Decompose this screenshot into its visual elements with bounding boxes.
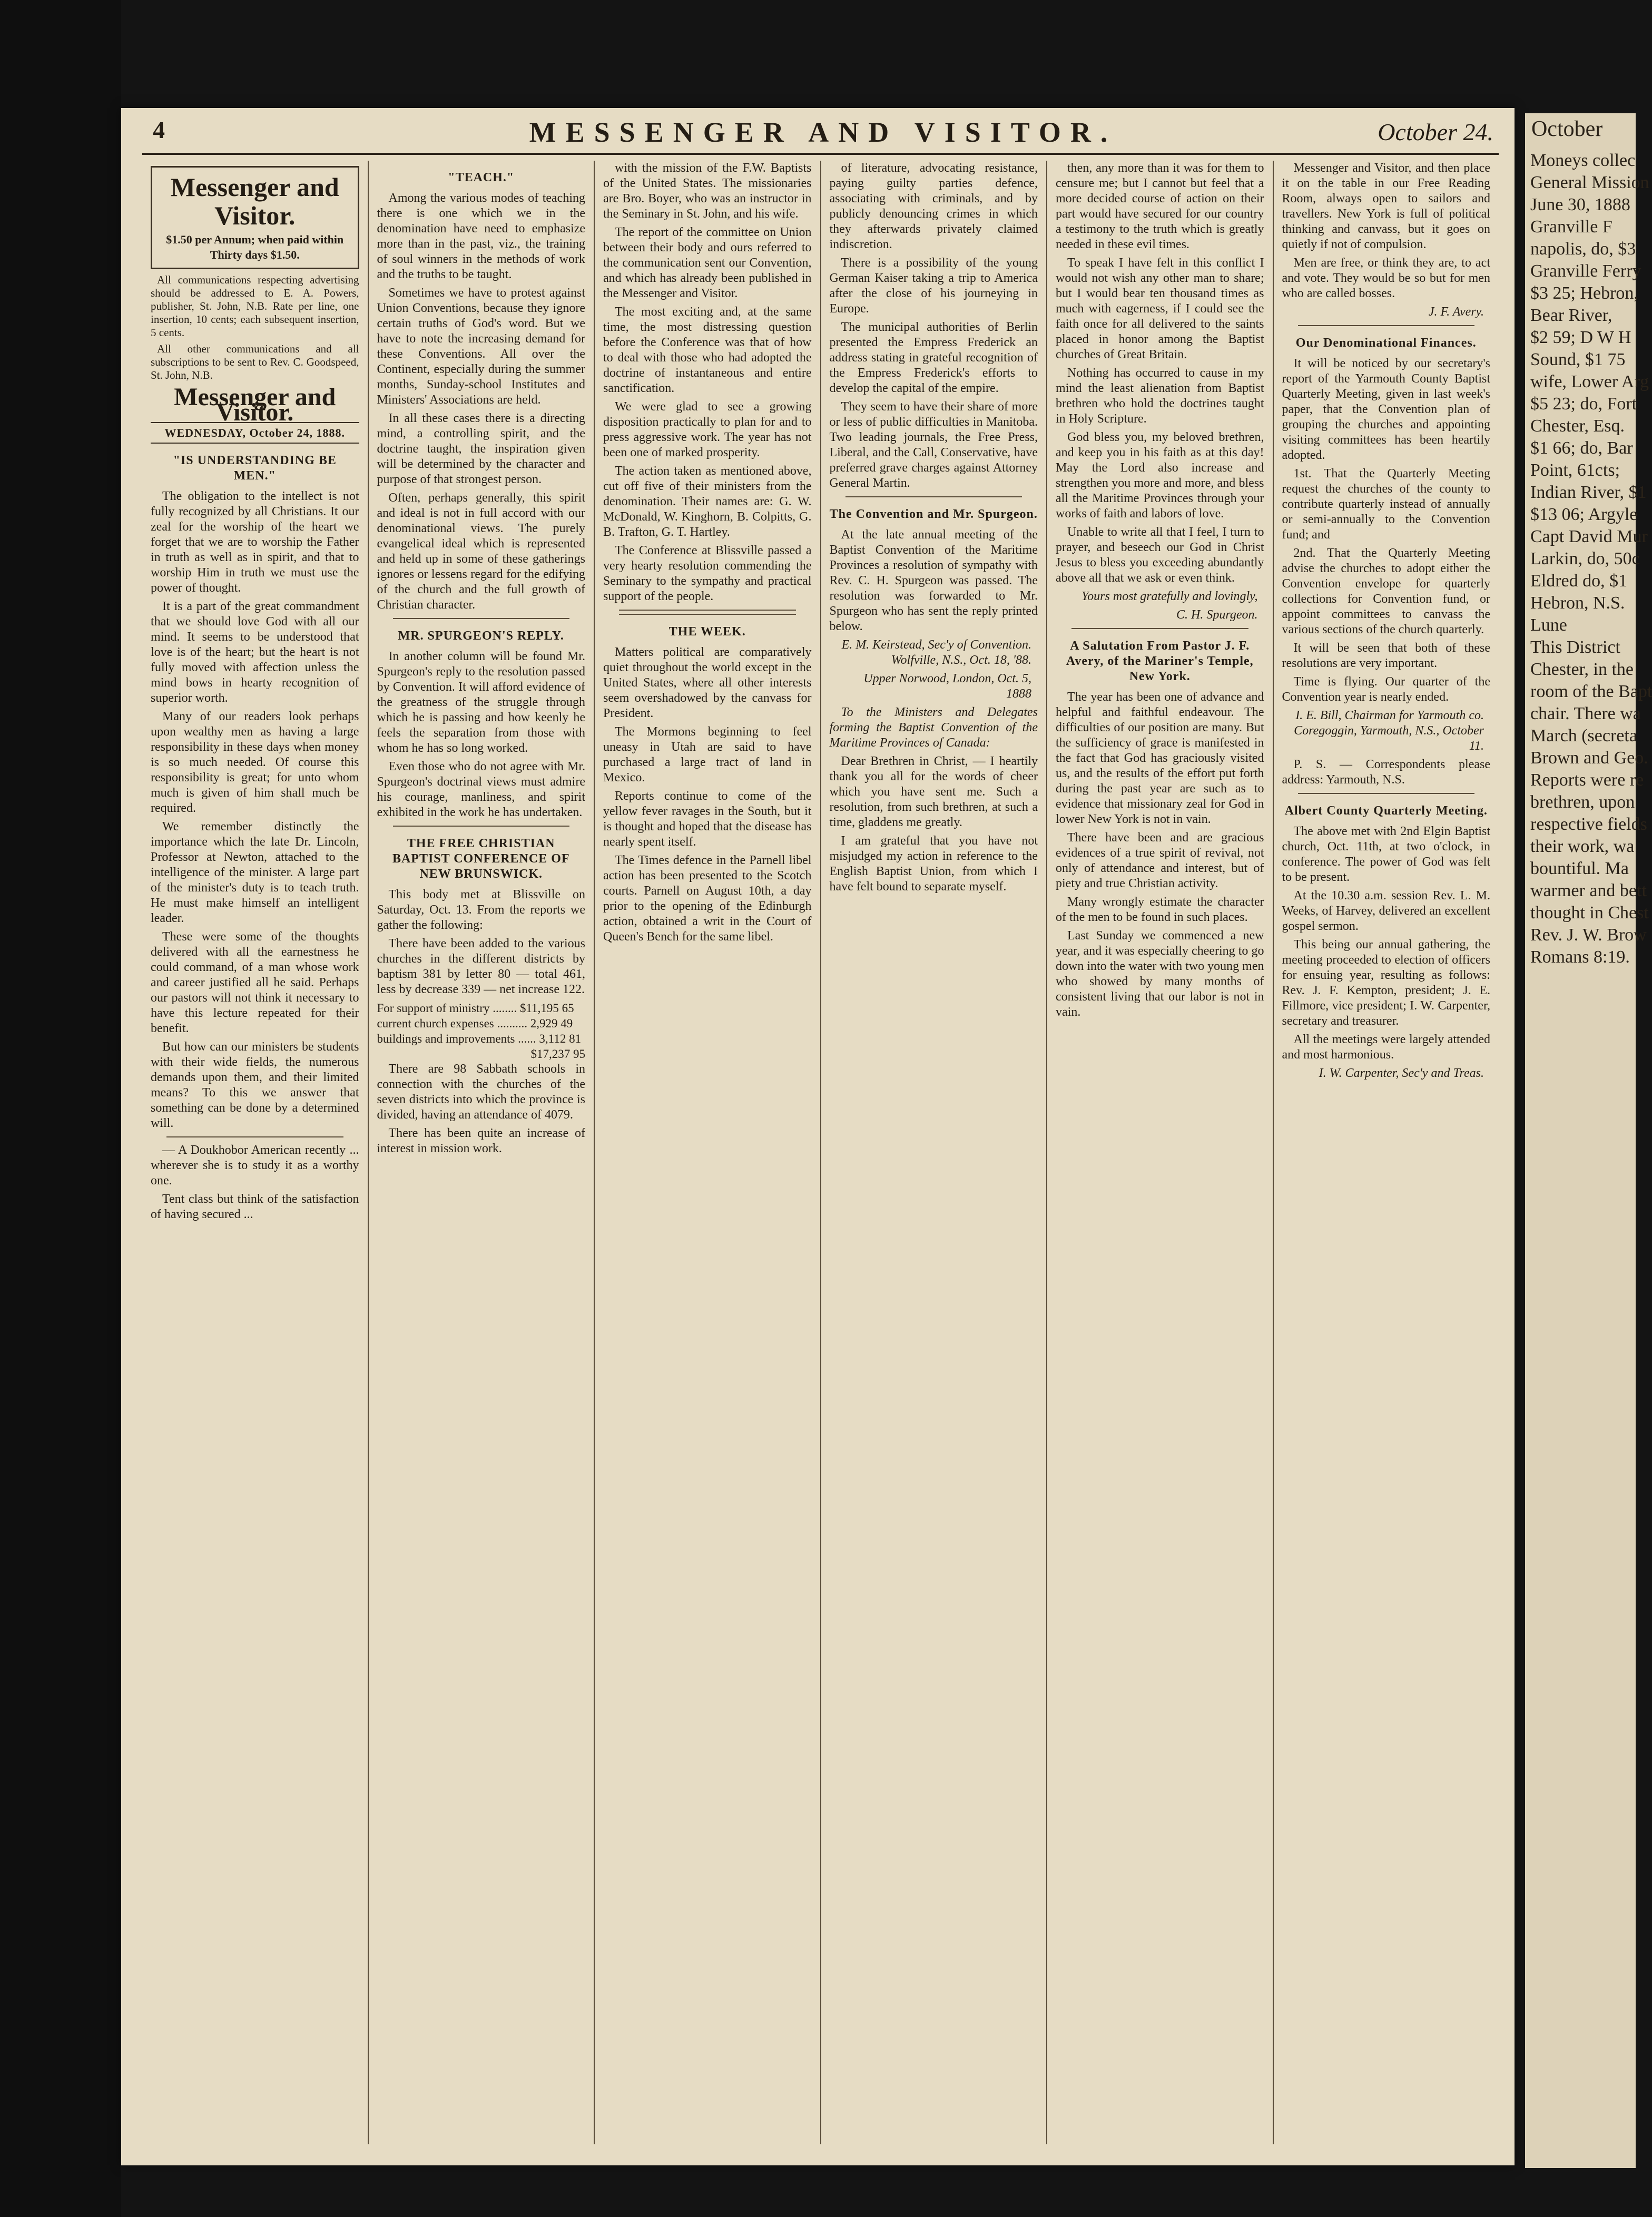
scan-dark-margin	[0, 0, 121, 2217]
paragraph: I am grateful that you have not misjudged my action in reference to the English Baptist Union, from which I have felt bound to separate myself.	[829, 834, 1038, 894]
column-1	[142, 161, 369, 2144]
divider	[393, 618, 570, 619]
adjacent-page-line: thought in Chest	[1530, 903, 1649, 923]
adjacent-page-line: Indian River, $1	[1530, 483, 1647, 502]
paragraph: The action taken as mentioned above, cut off five of their ministers from the denomination. Their names are: G. W. McDonald, W. Kinghorn, B. Colpitts, G. B. Trafton, G. T. Hartley.	[603, 464, 812, 539]
adjacent-page-line: wife, Lower Arg	[1530, 372, 1649, 391]
paragraph: of literature, advocating resistance, paying guilty parties defence, associating with criminals, and by publicly denouncing crimes in which they afterwards privately claimed indiscretion.	[829, 161, 1038, 251]
paragraph: This being our annual gathering, the meeting proceeded to election of officers for ensuing year, resulting as follows: Rev. J. F. Kempton, president; J. E. Fillmore, vice president; I. W. Carpenter, secretary and treasurer.	[1282, 938, 1490, 1028]
paragraph: The Times defence in the Parnell libel action has been presented to the Scotch courts. Parnell on August 10th, a day prior to the opening of the Edinburgh action, obtained a writ in the Court of Queen's Bench for the same libel.	[603, 854, 812, 944]
paragraph: The Mormons beginning to feel uneasy in Utah are said to have purchased a large tract of land in Mexico.	[603, 725, 812, 784]
adjacent-page-line: $2 59; D W H	[1530, 328, 1631, 347]
footer-note: Tent class but think of the satisfaction of having secured ...	[151, 1192, 359, 1221]
adjacent-page-line: Romans 8:19.	[1530, 947, 1630, 967]
paragraph: This body met at Blissville on Saturday, Oct. 13. From the reports we gather the following:	[377, 888, 585, 932]
article-heading: MR. SPURGEON'S REPLY.	[398, 629, 564, 643]
paragraph: At the 10.30 a.m. session Rev. L. M. Weeks, of Harvey, delivered an excellent gospel sermon.	[1282, 889, 1490, 933]
paragraph: The report of the committee on Union between their body and ours referred to the communication sent our Convention, and which has already been published in the Messenger and Visitor.	[603, 225, 812, 300]
paragraph: Messenger and Visitor, and then place it on the table in our Free Reading Room, always open to sailors and travellers. New York is full of political thinking and canvass, but it goes on quietly if not of compulsion.	[1282, 161, 1490, 251]
adjacent-page-line: Chester, Esq.	[1530, 416, 1625, 436]
signature: J. F. Avery.	[1428, 305, 1484, 319]
adjacent-page-line: Point, 61cts;	[1530, 460, 1620, 480]
paragraph: The above met with 2nd Elgin Baptist church, Oct. 11th, at two o'clock, in conference. The power of God was felt to be present.	[1282, 825, 1490, 884]
adjacent-page-line: $1 66; do, Bar	[1530, 438, 1633, 458]
masthead-note: All other communications and all subscriptions to be sent to Rev. C. Goodspeed, St. John, N.B.	[151, 342, 359, 381]
paragraph: then, any more than it was for them to censure me; but I cannot but feel that a more decided course of action on their part would have secured for our country a testimony to the truth which is greatly needed in these evil times.	[1056, 161, 1264, 251]
paragraph: 1st. That the Quarterly Meeting request the churches of the county to contribute quarterly instead of annually or semi-annually to the Convention fund; and	[1282, 467, 1490, 542]
paragraph: Men are free, or think they are, to act and vote. They would be so but for men who are called bosses.	[1282, 256, 1490, 300]
paragraph: The Conference at Blissville passed a very hearty resolution commending the Seminary to the sympathy and practical support of the people.	[603, 544, 812, 603]
adjacent-page-line: bountiful. Ma	[1530, 859, 1629, 878]
adjacent-page-line: Reports were re	[1530, 770, 1644, 790]
divider	[393, 826, 570, 827]
adjacent-page-line: Chester, in the	[1530, 660, 1634, 679]
adjacent-page-line: napolis, do, $3	[1530, 239, 1636, 259]
adjacent-page-line: $13 06; Argyle	[1530, 505, 1638, 524]
paragraph: It will be seen that both of these resolutions are very important.	[1282, 641, 1490, 670]
adjacent-page-line: Sound, $1 75	[1530, 350, 1626, 369]
page-number: 4	[153, 116, 165, 143]
adjacent-page-line: $5 23; do, Fort	[1530, 394, 1637, 414]
paragraph: These were some of the thoughts delivered with all the earnestness he could command, of a man whose work and career justified all he said. Perhaps our pastors will not think it necessary to have this lecture repeated for their benefit.	[151, 930, 359, 1035]
article-heading: "TEACH."	[448, 171, 515, 184]
masthead-note: All communications respecting advertising should be addressed to E. A. Powers, publisher, St. John, N.B. Rate per line, one insertion, 10 cents; each subsequent insertion, 5 cents.	[151, 273, 359, 339]
article-heading: The Convention and Mr. Spurgeon.	[829, 507, 1038, 521]
totals-row: current church expenses .......... 2,929 49	[377, 1017, 573, 1030]
article-heading: THE FREE CHRISTIAN BAPTIST CONFERENCE OF NEW BRUNSWICK.	[392, 837, 570, 881]
adjacent-page-line: Granville F	[1530, 217, 1612, 237]
totals-list	[377, 1000, 586, 1062]
adjacent-page-edge	[1525, 113, 1652, 2168]
adjacent-page-line: respective fields	[1530, 815, 1647, 834]
paragraph: with the mission of the F.W. Baptists of the United States. The missionaries are Bro. Boyer, who was an instructor in the Seminary in St. John, and his wife.	[603, 161, 812, 221]
article-heading: Albert County Quarterly Meeting.	[1284, 804, 1488, 818]
paragraph: God bless you, my beloved brethren, and keep you in his faith as at this day! May the Lord also increase and strengthen you more and more, and bless all the Maritime Provinces through your works of faith and labors of love.	[1056, 430, 1264, 521]
adjacent-page-line: warmer and bett	[1530, 881, 1647, 900]
paragraph: Dear Brethren in Christ, — I heartily thank you all for the words of cheer which you have sent me. Such a resolution, from such brethren, at such a time, gladdens me greatly.	[829, 754, 1038, 829]
adjacent-page-line: Granville Ferry	[1530, 261, 1641, 281]
paragraph: Time is flying. Our quarter of the Convention year is nearly ended.	[1282, 675, 1490, 704]
paragraph: It will be noticed by our secretary's report of the Yarmouth County Baptist Quarterly Meeting, given in last week's paper, that the Convention plan of grouping the churches and appointing visiting committees has been heartily adopted.	[1282, 357, 1490, 462]
masthead-notes	[151, 273, 359, 382]
paragraph: They seem to have their share of more or less of public difficulties in Manitoba. Two leading journals, the Free Press, Liberal, and the Call, Conservative, have preferred grave charges against Attorney General Martin.	[829, 400, 1038, 490]
paragraph: There are 98 Sabbath schools in connection with the churches of the seven districts into which the province is divided, having an attendance of 4079.	[377, 1062, 585, 1122]
adjacent-page-line: June 30, 1888	[1530, 195, 1630, 214]
divider	[1071, 628, 1248, 629]
adjacent-page-line: This District	[1530, 637, 1620, 657]
columns	[142, 161, 1499, 2144]
totals-row: For support of ministry ........ $11,195 65	[377, 1002, 574, 1015]
column-2	[369, 161, 595, 2144]
paragraph: In all these cases there is a directing mind, a controlling spirit, and the doctrine taught, the inspiration given will be determined by the character and purpose of that strongest person.	[377, 411, 585, 486]
paragraph: Sometimes we have to protest against Union Conventions, because they ignore certain truths of God's word. But we have to note the increasing demand for these Conventions. All over the Continent, especially during the summer months, Sunday-school Institutes and Ministers' Associations are held.	[377, 286, 585, 407]
newspaper-page	[121, 108, 1515, 2165]
signature: I. W. Carpenter, Sec'y and Treas.	[1319, 1066, 1484, 1080]
issue-date: October 24.	[1378, 119, 1493, 145]
paragraph: There have been and are gracious evidences of a true spirit of revival, not only of attendance and interest, but of piety and true Christian activity.	[1056, 831, 1264, 890]
paragraph: 2nd. That the Quarterly Meeting advise the churches to adopt either the Convention envelope for quarterly collections for Convention fund, or appoint committees to canvass the various sections of the church quarterly.	[1282, 546, 1490, 636]
paragraph: At the late annual meeting of the Baptist Convention of the Maritime Provinces a resolution of sympathy with Rev. C. H. Spurgeon was passed. The resolution was forwarded to Mr. Spurgeon who has sent the reply printed below.	[829, 528, 1038, 633]
divider	[619, 610, 796, 615]
divider	[845, 496, 1022, 497]
adjacent-page-line: Bear River,	[1530, 306, 1612, 325]
adjacent-page-line: chair. There wa	[1530, 704, 1641, 723]
paragraph: Matters political are comparatively quiet throughout the world except in the United States, where all other interests seem overshadowed by the canvass for President.	[603, 645, 812, 720]
totals-row: buildings and improvements ...... 3,112 81	[377, 1032, 582, 1045]
adjacent-page-line: room of the Bapt	[1530, 682, 1652, 701]
masthead-title-secondary: Messenger and Visitor.	[174, 383, 336, 426]
paragraph: We were glad to see a growing disposition practically to plan for and to press aggressive work. The year has not been one of marked prosperity.	[603, 400, 812, 459]
adjacent-page-lines	[1525, 150, 1652, 968]
paragraph: There is a possibility of the young German Kaiser taking a trip to America after the close of his journeying in Europe.	[829, 256, 1038, 316]
paragraph: Reports continue to come of the yellow fever ravages in the South, but it is thought and hoped that the disease has nearly spent itself.	[603, 789, 812, 849]
paper-title: MESSENGER AND VISITOR.	[529, 116, 1117, 148]
adjacent-page-line: Lune	[1530, 615, 1567, 635]
divider	[1298, 793, 1475, 794]
header-rule	[142, 153, 1499, 155]
masthead-terms: $1.50 per Annum; when paid within Thirty days $1.50.	[166, 233, 344, 261]
letter-addressee: To the Ministers and Delegates forming the Baptist Convention of the Maritime Provinces of Canada:	[829, 705, 1038, 750]
signature: E. M. Keirstead, Sec'y of Convention. Wolfville, N.S., Oct. 18, '88.	[841, 638, 1031, 667]
adjacent-page-line: Larkin, do, 50c	[1530, 549, 1640, 568]
divider	[166, 1136, 343, 1137]
postscript: P. S. — Correspondents please address: Yarmouth, N.S.	[1282, 758, 1490, 787]
column-4	[821, 161, 1048, 2144]
column-6	[1274, 161, 1499, 2144]
paragraph: We remember distinctly the importance which the late Dr. Lincoln, Professor at Newton, attached to the intelligence of the minister. A large part of the minister's duty is to teach truth. He must make himself an intelligent leader.	[151, 820, 359, 925]
paragraph: Many of our readers look perhaps upon wealthy men as having a large responsibility in these days when money is so much needed. Of course this responsibility is great; for unto whom much is given of him shall much be required.	[151, 710, 359, 815]
divider	[1298, 325, 1475, 326]
paragraph: Last Sunday we commenced a new year, and it was especially cheering to go down into the water with two young men who showed by many months of consistent living that our labor is not in vain.	[1056, 929, 1264, 1019]
paragraph: It is a part of the great commandment that we should love God with all our mind. It seems to be understood that love is of the heart; but the heart is not fully moved with affection unless the mind bows in hearty recognition of superior worth.	[151, 600, 359, 705]
adjacent-page-date: October	[1531, 117, 1603, 141]
paragraph: To speak I have felt in this conflict I would not wish any other man to share; but I would bear ten thousand times as much with eagerness, if I could see the faith once for all delivered to the saints placed in honor among the Baptist churches of Great Britain.	[1056, 256, 1264, 361]
article-heading: A Salutation From Pastor J. F. Avery, of the Mariner's Temple, New York.	[1066, 639, 1254, 683]
paragraph: Among the various modes of teaching there is one which we in the denomination have need to emphasize more than in the past, viz., the training of soul winners in the methods of work and the truths to be taught.	[377, 191, 585, 281]
paragraph: Many wrongly estimate the character of the men to be found in such places.	[1056, 895, 1264, 924]
column-3	[595, 161, 821, 2144]
paragraph: Unable to write all that I feel, I turn to prayer, and beseech our God in Christ Jesus to bless you exceeding abundantly above all that we ask or even think.	[1056, 525, 1264, 585]
dateline: WEDNESDAY, October 24, 1888.	[151, 422, 359, 444]
masthead-box	[151, 166, 359, 269]
adjacent-page-line: Capt David Mur	[1530, 527, 1648, 546]
paragraph: The obligation to the intellect is not fully recognized by all Christians. It our zeal for the worship of the heart we forget that we are to worship the Father in truth as well as in spirit, and that to worship Him in truth we must use the power of thought.	[151, 489, 359, 595]
paragraph: There have been added to the various churches in the different districts by baptism 381 by letter 80 — total 461, less by decrease 339 — net increase 122.	[377, 937, 585, 996]
signature: I. E. Bill, Chairman for Yarmouth co. Coregoggin, Yarmouth, N.S., October 11.	[1294, 709, 1484, 753]
paragraph: Often, perhaps generally, this spirit and ideal is not in full accord with our denominational views. The purely evangelical ideal which is represented and held up in some of these gatherings ignores or lessens regard for the edifying of the church and the full growth of Christian character.	[377, 491, 585, 612]
adjacent-page-line: $3 25; Hebron,	[1530, 283, 1638, 303]
letter-place: Upper Norwood, London, Oct. 5, 1888	[863, 672, 1031, 701]
paragraph: There has been quite an increase of interest in mission work.	[377, 1126, 585, 1155]
paragraph: Nothing has occurred to cause in my mind the least alienation from Baptist brethren who hold the doctrines taught in Holy Scripture.	[1056, 366, 1264, 426]
article-heading: Our Denominational Finances.	[1295, 336, 1477, 350]
paragraph: All the meetings were largely attended and most harmonious.	[1282, 1033, 1490, 1062]
paragraph: The municipal authorities of Berlin presented the Empress Frederick an address stating in grateful recognition of the Empress Frederick's efforts to develop the capital of the empire.	[829, 320, 1038, 395]
sign-off: Yours most gratefully and lovingly,	[1081, 590, 1258, 603]
article-heading: "IS UNDERSTANDING BE MEN."	[173, 454, 337, 483]
paragraph: The most exciting and, at the same time, the most distressing question before the Conference was that of how to deal with those who had adopted the doctrine of instantaneous and entire sanctification.	[603, 305, 812, 395]
page-header	[153, 116, 1493, 148]
adjacent-page-line: Moneys collec	[1530, 151, 1636, 170]
signature: C. H. Spurgeon.	[1176, 608, 1258, 622]
adjacent-page-line: brethren, upon	[1530, 792, 1635, 812]
adjacent-page-line: Brown and Geo.	[1530, 748, 1648, 768]
paragraph: In another column will be found Mr. Spurgeon's reply to the resolution passed by Convention. It will afford evidence of the greatness of the struggle through which he is passing and how keenly he feels the separation from those with whom he has so long worked.	[377, 650, 585, 755]
paragraph: But how can our ministers be students with their wide fields, the numerous demands upon them, and their limited means? To this we answer that something can be done by a determined will.	[151, 1040, 359, 1130]
totals-sum: $17,237 95	[530, 1047, 585, 1061]
adjacent-page-line: Eldred do, $1	[1530, 571, 1628, 591]
adjacent-page-line: March (secreta	[1530, 726, 1637, 745]
masthead-title: Messenger and Visitor.	[170, 172, 339, 230]
adjacent-page-line: Rev. J. W. Brow	[1530, 925, 1647, 945]
adjacent-page-line: General Mission	[1530, 173, 1649, 192]
adjacent-page-line: their work, wa	[1530, 837, 1635, 856]
paragraph: The year has been one of advance and helpful and faithful endeavour. The difficulties of our position are many. But the sufficiency of grace is manifested in the fact that God has graciously visited us, and the results of the effort put forth during the past year are such as to evidence that missionary zeal for God in lower New York is not in vain.	[1056, 690, 1264, 826]
column-5	[1047, 161, 1274, 2144]
article-heading: THE WEEK.	[668, 625, 746, 639]
footer-note: — A Doukhobor American recently ... wherever she is to study it as a worthy one.	[151, 1143, 359, 1188]
paragraph: Even those who do not agree with Mr. Spurgeon's doctrinal views must admire his courage, manliness, and spirit exhibited in the work he has undertaken.	[377, 760, 585, 819]
adjacent-page-line: Hebron, N.S.	[1530, 593, 1625, 613]
